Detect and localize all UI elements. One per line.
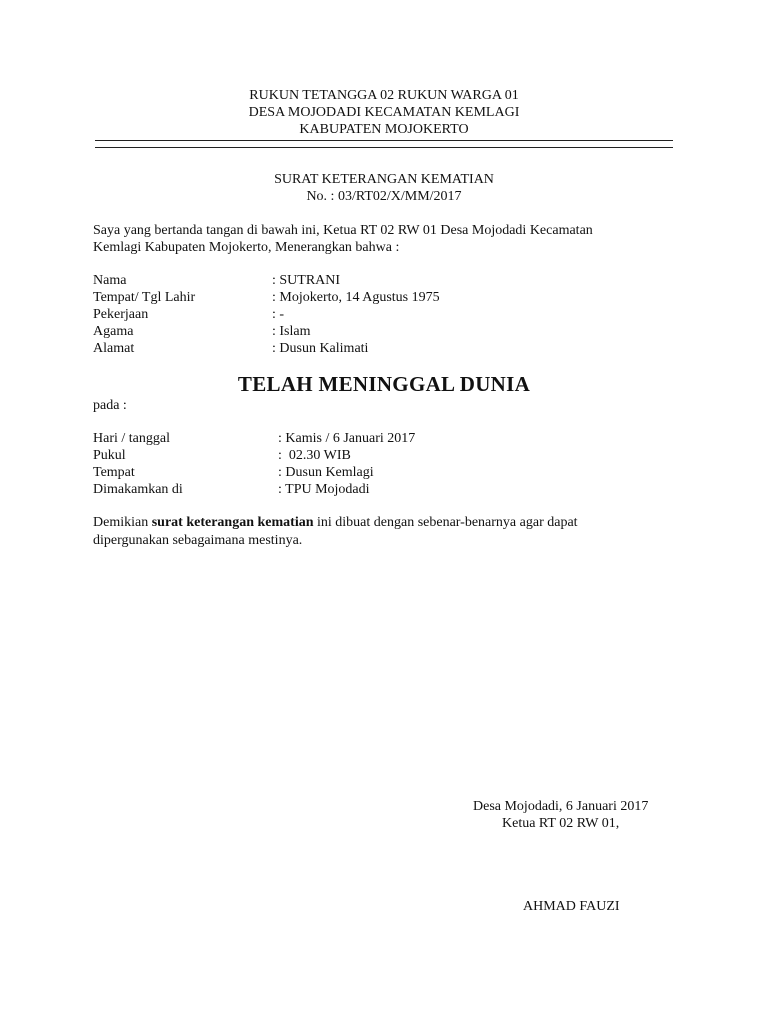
person-value-religion: : Islam [272,324,311,339]
header-line-2: DESA MOJODADI KECAMATAN KEMLAGI [248,105,520,120]
person-label-job: Pekerjaan [93,307,149,322]
signature-name: AHMAD FAUZI [523,899,620,914]
intro-line-2: Kemlagi Kabupaten Mojokerto, Menerangkan bahwa : [93,240,400,255]
signature-place-date: Desa Mojodadi, 6 Januari 2017 [473,799,649,814]
closing-suffix: ini dibuat dengan sebenar-benarnya agar dapat [313,515,578,530]
intro-line-1: Saya yang bertanda tangan di bawah ini, Ketua RT 02 RW 01 Desa Mojodadi Kecamatan [93,223,593,238]
death-label-date: Hari / tanggal [93,431,170,446]
death-label-place: Tempat [93,465,135,480]
death-value-date: : Kamis / 6 Januari 2017 [278,431,416,446]
pada-label: pada : [93,398,127,413]
death-value-place: : Dusun Kemlagi [278,465,374,480]
death-value-time: : 02.30 WIB [278,448,351,463]
death-label-time: Pukul [93,448,126,463]
person-label-name: Nama [93,273,127,288]
signature-position: Ketua RT 02 RW 01, [502,816,620,831]
closing-bold-text: surat keterangan kematian [151,515,314,530]
header-line-3: KABUPATEN MOJOKERTO [299,122,469,137]
document-number: No. : 03/RT02/X/MM/2017 [306,189,462,204]
person-label-address: Alamat [93,341,135,356]
document-title: SURAT KETERANGAN KEMATIAN [274,172,494,187]
person-value-job: : - [272,307,285,322]
death-value-burial: : TPU Mojodadi [278,482,370,497]
person-label-religion: Agama [93,324,134,339]
closing-line-1 [93,515,578,531]
person-value-address: : Dusun Kalimati [272,341,369,356]
death-label-burial: Dimakamkan di [93,482,183,497]
person-value-name: : SUTRANI [272,273,341,288]
person-value-birth: : Mojokerto, 14 Agustus 1975 [272,290,440,305]
header-separator [95,140,673,148]
person-label-birth: Tempat/ Tgl Lahir [93,290,196,305]
closing-line-2: dipergunakan sebagaimana mestinya. [93,533,303,548]
header-line-1: RUKUN TETANGGA 02 RUKUN WARGA 01 [249,88,519,103]
death-statement: TELAH MENINGGAL DUNIA [237,372,531,396]
closing-prefix: Demikian [93,515,152,530]
